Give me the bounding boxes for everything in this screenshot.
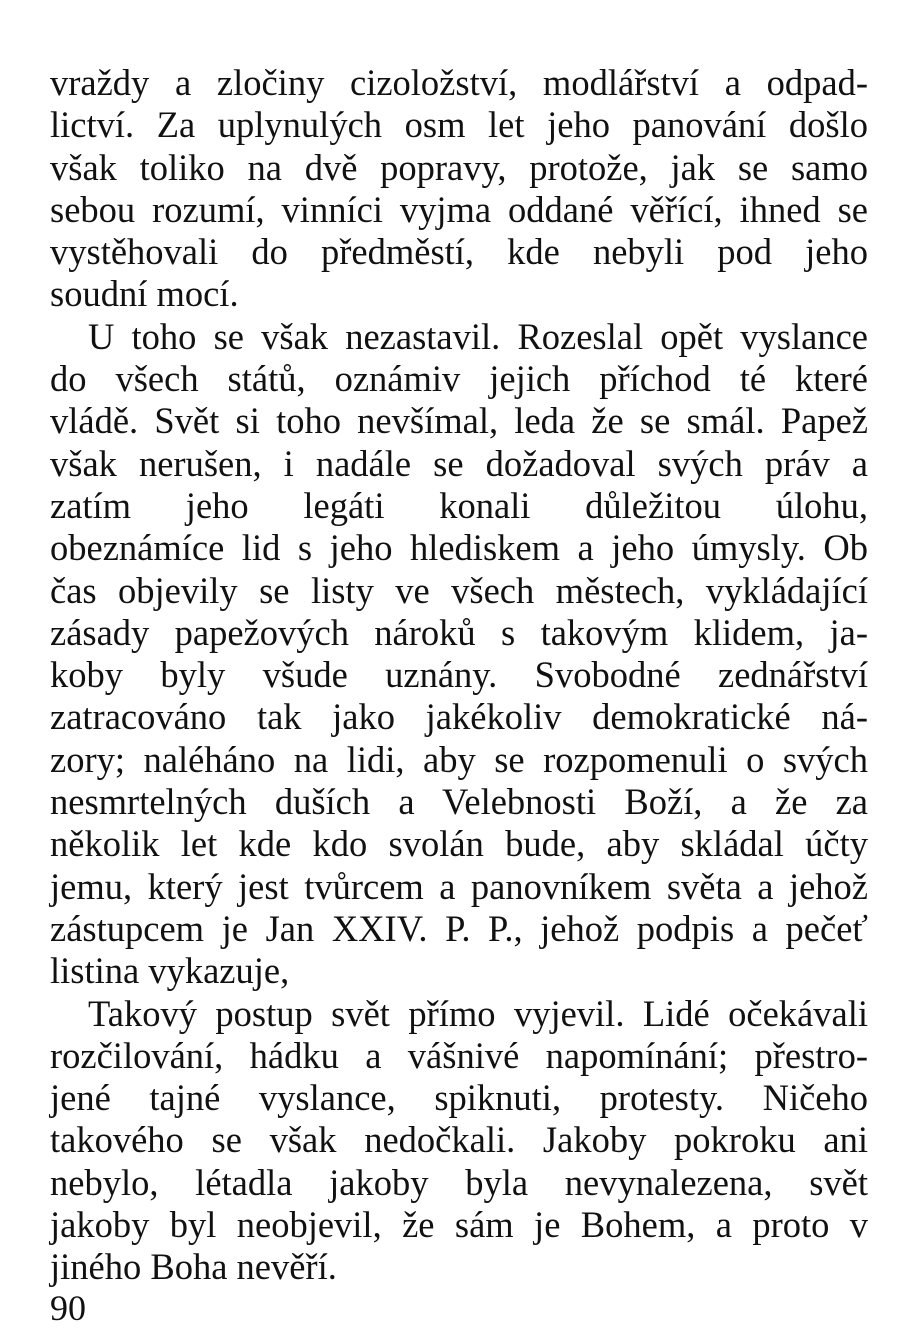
text-line: však toliko na dvě popravy, protože, jak se samo	[50, 146, 868, 188]
page-number: 90	[50, 1288, 86, 1328]
text-line: soudní mocí.	[50, 273, 239, 315]
text-line: lictví. Za uplynulých osm let jeho panování došlo	[50, 104, 868, 146]
text-line: jené tajné vyslance, spiknuti, protesty. Ničeho	[50, 1077, 868, 1119]
text-line: zásady papežových nároků s takovým klidem, ja-	[50, 611, 868, 653]
text-line: rozčilování, hádku a vášnivé napomínání; přestro-	[50, 1034, 868, 1076]
text-line: takového se však nedočkali. Jakoby pokroku ani	[50, 1119, 868, 1161]
text-line: jemu, který jest tvůrcem a panovníkem světa a jehož	[50, 865, 868, 907]
text-line: několik let kde kdo svolán bude, aby skládal účty	[50, 823, 868, 865]
text-line: zatracováno tak jako jakékoliv demokratické ná-	[50, 696, 868, 738]
text-line: však nerušen, i nadále se dožadoval svých práv a	[50, 442, 868, 484]
text-line: vraždy a zločiny cizoložství, modlářství a odpad-	[50, 62, 868, 103]
paragraph-1	[50, 62, 868, 316]
paragraph-3	[50, 993, 868, 1289]
text-line: jakoby byl neobjevil, že sám je Bohem, a proto v	[50, 1204, 868, 1246]
text-line: sebou rozumí, vinníci vyjma oddané věřící, ihned se	[50, 188, 868, 230]
text-line: nebylo, létadla jakoby byla nevynalezena, svět	[50, 1161, 868, 1203]
text-line: listina vykazuje,	[50, 950, 290, 992]
text-line: obeznámíce lid s jeho hlediskem a jeho úmysly. Ob	[50, 527, 868, 569]
text-line: jiného Boha nevěří.	[50, 1246, 337, 1288]
text-line: zatím jeho legáti konali důležitou úlohu,	[50, 484, 868, 526]
text-line: zory; naléháno na lidi, aby se rozpomenuli o svých	[50, 738, 868, 780]
text-line: U toho se však nezastavil. Rozeslal opět vyslance	[88, 315, 868, 357]
text-line: nesmrtelných duších a Velebnosti Boží, a že za	[50, 781, 868, 823]
text-line: zástupcem je Jan XXIV. P. P., jehož podpis a pečeť	[50, 907, 868, 949]
text-line: Takový postup svět přímo vyjevil. Lidé očekávali	[88, 992, 868, 1034]
page-body	[50, 62, 868, 1289]
text-line: čas objevily se listy ve všech městech, vykládající	[50, 569, 868, 611]
text-line: vystěhovali do předměstí, kde nebyli pod jeho	[50, 231, 868, 273]
text-line: vládě. Svět si toho nevšímal, leda že se smál. Papež	[50, 400, 868, 442]
text-line: koby byly všude uznány. Svobodné zednářství	[50, 654, 868, 696]
text-line: do všech států, oznámiv jejich příchod té které	[50, 358, 868, 400]
paragraph-2	[50, 316, 868, 993]
